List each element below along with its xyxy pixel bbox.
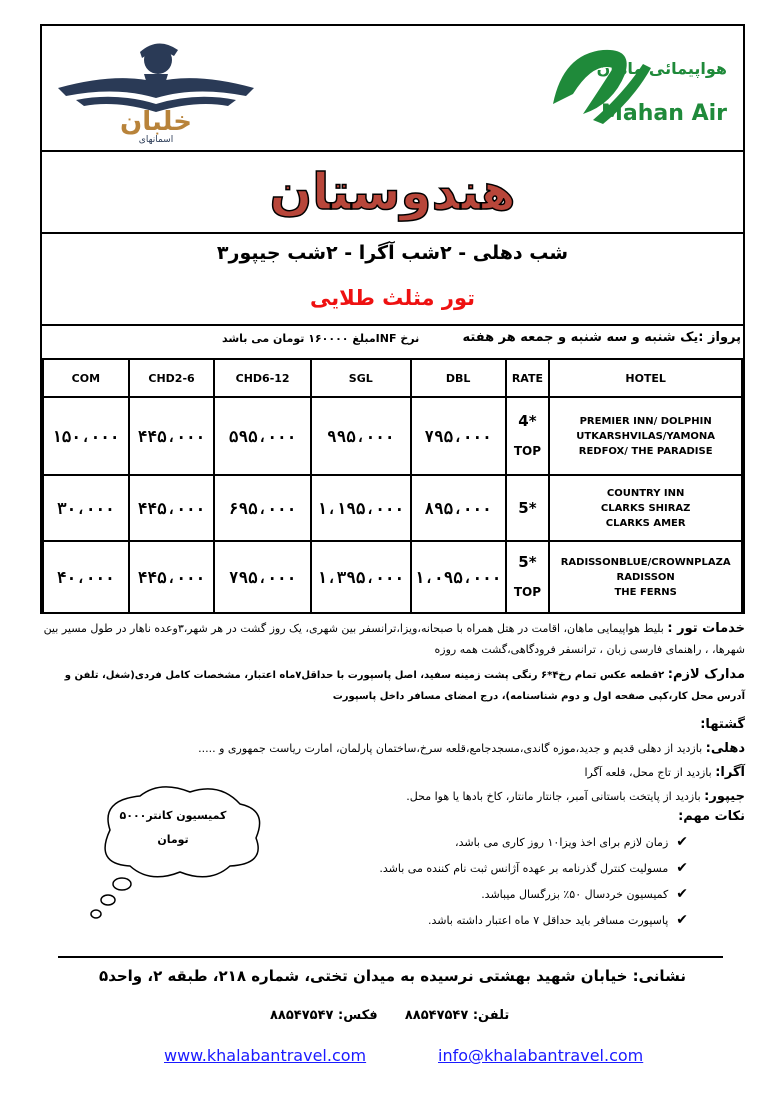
flight-days: پرواز :یک شنبه و سه شنبه و جمعه هر هفته	[462, 330, 741, 345]
cell-com: ۴۰،۰۰۰	[43, 541, 129, 613]
check-icon: ✔	[676, 834, 688, 850]
note-item: ✔پاسپورت مسافر باید حداقل ۷ ماه اعتبار داشته باشد.	[427, 912, 688, 928]
cell-dbl: ۷۹۵،۰۰۰	[411, 397, 506, 475]
cell-hotel	[549, 541, 742, 613]
delhi-row	[40, 738, 745, 759]
hotel-name: UTKARSHVILAS/YAMONA	[576, 430, 716, 442]
header-rate: RATE	[506, 359, 550, 397]
hotel-name: THE FERNS	[614, 586, 677, 598]
header-chd26: CHD2-6	[129, 359, 215, 397]
documents-text: ۲قطعه عکس تمام رخ۴*۶ رنگی پشت زمینه سفید، اصل پاسپورت با حداقل۷ماه اعتبار، مشخصات کامل فردی(شغل، تلفن و آدرس محل کار،کپی صفحه اول و دوم شناسنامه)، درج امضای مسافر داخل پاسپورت	[64, 670, 745, 702]
table-row	[43, 397, 742, 475]
note-item: ✔مسولیت کنترل گذرنامه بر عهده آژانس ثبت نام کننده می باشد.	[379, 860, 688, 876]
cell-chd26: ۴۴۵،۰۰۰	[129, 397, 215, 475]
infant-price: نرخ INFمبلغ ۱۶۰۰۰۰ تومان می باشد	[222, 332, 420, 345]
cell-sgl: ۱،۱۹۵،۰۰۰	[311, 475, 411, 541]
cell-chd612: ۷۹۵،۰۰۰	[214, 541, 310, 613]
table-header-row	[43, 359, 742, 397]
note-item: ✔زمان لازم برای اخذ ویزا۱۰ روز کاری می باشد،	[455, 834, 688, 850]
rate-stars: 5*	[518, 499, 537, 517]
info-row	[42, 324, 743, 356]
cell-chd26: ۴۴۵،۰۰۰	[129, 541, 215, 613]
address: نشانی: خیابان شهید بهشتی نرسیده به میدان تختی، شماره ۲۱۸، طبقه ۲، واحد۵	[99, 967, 686, 985]
commission-cloud-icon	[80, 780, 270, 930]
svg-text:اسمانهای: اسمانهای	[138, 135, 174, 144]
cell-com: ۳۰،۰۰۰	[43, 475, 129, 541]
cell-rate	[506, 475, 550, 541]
cell-com: ۱۵۰،۰۰۰	[43, 397, 129, 475]
delhi-label: دهلی:	[705, 741, 745, 756]
footer-divider	[58, 956, 723, 958]
hotel-name: COUNTRY INN	[606, 487, 685, 499]
table-row	[43, 541, 742, 613]
cell-chd612: ۵۹۵،۰۰۰	[214, 397, 310, 475]
rate-stars: 4*	[518, 412, 537, 430]
website-link[interactable]: www.khalabantravel.com	[164, 1046, 367, 1065]
check-icon: ✔	[676, 860, 688, 876]
hotel-name: CLARKS SHIRAZ	[600, 502, 691, 514]
mahan-air-logo	[543, 34, 733, 138]
check-icon: ✔	[676, 912, 688, 928]
country-title: هندوستان	[269, 163, 516, 221]
cell-rate	[506, 541, 550, 613]
cell-dbl: ۱،۰۹۵،۰۰۰	[411, 541, 506, 613]
notes-label: نکات مهم:	[678, 809, 745, 824]
hotel-name: RADISSON	[616, 571, 675, 583]
fax: فکس: ۸۸۵۴۷۵۴۷	[270, 1008, 378, 1023]
phone-fax	[270, 1008, 509, 1023]
agra-text: بازدید از تاج محل، قلعه آگرا	[584, 766, 712, 779]
hotel-name: REDFOX/ THE PARADISE	[578, 445, 713, 457]
rate-sub: TOP	[513, 585, 541, 599]
hotel-name: PREMIER INN/ DOLPHIN	[579, 415, 712, 427]
services-label: خدمات تور :	[667, 621, 745, 636]
jaipur-label: جیپور:	[704, 789, 745, 804]
tour-frame	[40, 24, 745, 614]
phone: تلفن: ۸۸۵۴۷۵۴۷	[404, 1008, 510, 1023]
header-hotel: HOTEL	[549, 359, 742, 397]
cell-hotel	[549, 397, 742, 475]
rate-sub: TOP	[513, 444, 541, 458]
email-link[interactable]: info@khalabantravel.com	[438, 1046, 644, 1065]
svg-text:هواپیمائی ماهان: هواپیمائی ماهان	[596, 59, 727, 78]
svg-text:خلبان: خلبان	[120, 107, 192, 137]
tour-name: تور مثلث طلایی	[310, 286, 475, 310]
cell-chd612: ۶۹۵،۰۰۰	[214, 475, 310, 541]
header-sgl: SGL	[311, 359, 411, 397]
commission-text: کمیسیون کانتر۵۰۰۰ تومان	[119, 809, 227, 846]
cell-chd26: ۴۴۵،۰۰۰	[129, 475, 215, 541]
cell-sgl: ۹۹۵،۰۰۰	[311, 397, 411, 475]
documents-section	[40, 664, 745, 707]
tours-label: گشتها:	[700, 717, 745, 732]
header-com: COM	[43, 359, 129, 397]
agra-label: آگرا:	[715, 765, 745, 780]
cell-hotel	[549, 475, 742, 541]
cell-rate	[506, 397, 550, 475]
services-text: بلیط هواپیمایی ماهان، اقامت در هتل همراه با صبحانه،ویزا،ترانسفر بین شهری، یک روز گشت در هر شهر،۳وعده ناهار در طول مسیر بین شهرها، ، راهنمای فارسی زبان ، ترانسفر فرودگاهی،گشت همه روزه	[43, 622, 745, 656]
svg-text:Mahan Air: Mahan Air	[601, 101, 727, 126]
header-chd612: CHD6-12	[214, 359, 310, 397]
services-section	[40, 618, 745, 660]
documents-label: مدارک لازم:	[667, 667, 745, 682]
header-dbl: DBL	[411, 359, 506, 397]
cell-dbl: ۸۹۵،۰۰۰	[411, 475, 506, 541]
rate-stars: 5*	[518, 553, 537, 571]
note-item: ✔کمیسیون خردسال ۵۰٪ بزرگسال میباشد.	[481, 886, 688, 902]
hotel-name: CLARKS AMER	[605, 517, 686, 529]
tours-label-row	[40, 714, 745, 735]
route-title: ۳شب دهلی - ۲شب آگرا - ۲شب جیپور	[216, 242, 569, 264]
delhi-text: بازدید از دهلی قدیم و جدید،موزه گاندی،مسجدجامع،قلعه سرخ،ساختمان پارلمان، امارت ریاست جمهوری و .....	[198, 742, 703, 755]
jaipur-text: بازدید از پایتخت باستانی آمبر، جانتار مانتار، کاخ بادها یا هوا محل.	[406, 790, 701, 803]
hotel-name: RADISSONBLUE/CROWNPLAZA	[560, 556, 731, 568]
cell-sgl: ۱،۳۹۵،۰۰۰	[311, 541, 411, 613]
check-icon: ✔	[676, 886, 688, 902]
price-table	[42, 358, 743, 614]
khalaban-logo	[56, 32, 256, 144]
table-row	[43, 475, 742, 541]
